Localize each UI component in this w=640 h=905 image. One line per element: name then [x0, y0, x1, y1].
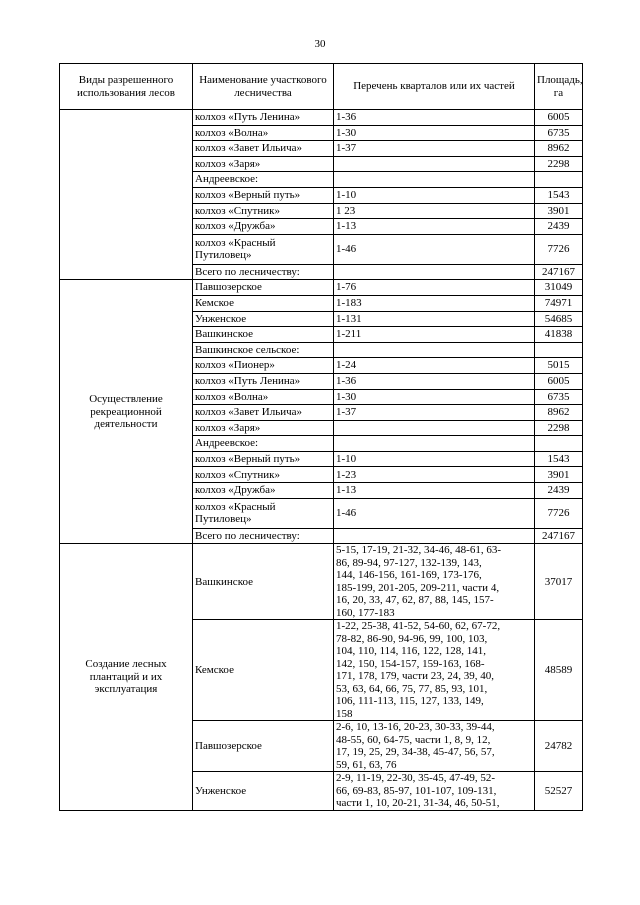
forest-use-table: [59, 63, 583, 811]
forestry-cell: колхоз «Заря»: [193, 420, 334, 436]
forestry-cell: колхоз «Дружба»: [193, 483, 334, 499]
blocks-cell: 1-10: [334, 187, 535, 203]
forestry-cell: колхоз «Заря»: [193, 156, 334, 172]
area-cell: 6735: [535, 389, 583, 405]
forestry-cell: колхоз «Пионер»: [193, 358, 334, 374]
area-cell: 3901: [535, 203, 583, 219]
area-cell: [535, 436, 583, 452]
header-blocks: Перечень кварталов или их частей: [334, 64, 535, 110]
blocks-cell: 2-9, 11-19, 22-30, 35-45, 47-49, 52- 66, 69-83, 85-97, 101-107, 109-131, части 1, 10, 20-21, 31-34, 46, 50-51,: [334, 772, 535, 811]
header-use-type: Виды разрешенного использования лесов: [60, 64, 193, 110]
forestry-cell: Кемское: [193, 295, 334, 311]
forestry-cell: Павшозерское: [193, 280, 334, 296]
table-header-row: [60, 64, 583, 110]
area-cell: 1543: [535, 451, 583, 467]
blocks-cell: [334, 172, 535, 188]
blocks-cell: 1-30: [334, 125, 535, 141]
blocks-cell: 1-10: [334, 451, 535, 467]
table-body: [60, 110, 583, 811]
blocks-cell: 1-36: [334, 110, 535, 126]
blocks-cell: 5-15, 17-19, 21-32, 34-46, 48-61, 63- 86, 89-94, 97-127, 132-139, 143, 144, 146-156, 161-169, 173-176, 185-199, 201-205, 209-211, части 4, 16, 20, 33, 47, 62, 87, 88, 145, 157- 160, 177-183: [334, 544, 535, 620]
area-cell: 1543: [535, 187, 583, 203]
forestry-cell: колхоз «Спутник»: [193, 467, 334, 483]
area-cell: 6005: [535, 110, 583, 126]
blocks-cell: 1-23: [334, 467, 535, 483]
forestry-cell: Павшозерское: [193, 721, 334, 772]
area-cell: 48589: [535, 620, 583, 721]
area-cell: 2298: [535, 156, 583, 172]
area-cell: 7726: [535, 234, 583, 264]
blocks-cell: [334, 264, 535, 280]
blocks-cell: [334, 156, 535, 172]
blocks-cell: 1-37: [334, 141, 535, 157]
header-forestry: Наименование участкового лесничества: [193, 64, 334, 110]
blocks-cell: 1-24: [334, 358, 535, 374]
blocks-cell: 1-76: [334, 280, 535, 296]
forestry-cell: колхоз «Путь Ленина»: [193, 373, 334, 389]
area-cell: 54685: [535, 311, 583, 327]
table-row: [60, 280, 583, 296]
area-cell: 2439: [535, 219, 583, 235]
forestry-cell: Всего по лесничеству:: [193, 264, 334, 280]
blocks-cell: [334, 528, 535, 544]
blocks-cell: 1 23: [334, 203, 535, 219]
blocks-cell: 1-46: [334, 498, 535, 528]
forestry-cell: колхоз «Завет Ильича»: [193, 141, 334, 157]
forestry-cell: колхоз «Верный путь»: [193, 187, 334, 203]
blocks-cell: 1-30: [334, 389, 535, 405]
blocks-cell: [334, 420, 535, 436]
blocks-cell: [334, 342, 535, 358]
blocks-cell: [334, 436, 535, 452]
area-cell: 8962: [535, 405, 583, 421]
area-cell: 6005: [535, 373, 583, 389]
blocks-cell: 1-131: [334, 311, 535, 327]
blocks-cell: 1-183: [334, 295, 535, 311]
area-cell: [535, 172, 583, 188]
area-cell: 8962: [535, 141, 583, 157]
area-cell: 2439: [535, 483, 583, 499]
use-type-cell: Создание лесных плантаций и их эксплуатация: [60, 544, 193, 811]
forestry-cell: колхоз «Спутник»: [193, 203, 334, 219]
blocks-cell: 2-6, 10, 13-16, 20-23, 30-33, 39-44, 48-55, 60, 64-75, части 1, 8, 9, 12, 17, 19, 25, 29, 34-38, 45-47, 56, 57, 59, 61, 63, 76: [334, 721, 535, 772]
forestry-cell: Вашкинское: [193, 544, 334, 620]
blocks-cell: 1-46: [334, 234, 535, 264]
blocks-cell: 1-13: [334, 219, 535, 235]
area-cell: 247167: [535, 264, 583, 280]
area-cell: 5015: [535, 358, 583, 374]
header-area: Площадь, га: [535, 64, 583, 110]
forestry-cell: Кемское: [193, 620, 334, 721]
blocks-cell: 1-211: [334, 327, 535, 343]
blocks-cell: 1-13: [334, 483, 535, 499]
blocks-cell: 1-37: [334, 405, 535, 421]
forestry-cell: Вашкинское: [193, 327, 334, 343]
area-cell: 24782: [535, 721, 583, 772]
forestry-cell: Всего по лесничеству:: [193, 528, 334, 544]
forestry-cell: Унженское: [193, 772, 334, 811]
area-cell: 7726: [535, 498, 583, 528]
area-cell: 6735: [535, 125, 583, 141]
table-row: [60, 110, 583, 126]
forestry-cell: колхоз «Волна»: [193, 389, 334, 405]
page-number: 30: [314, 38, 326, 50]
blocks-cell: 1-22, 25-38, 41-52, 54-60, 62, 67-72, 78-82, 86-90, 94-96, 99, 100, 103, 104, 110, 114, 116, 122, 128, 141, 142, 150, 154-157, 159-163, 168- 171, 178, 179, части 23, 24, 39, 40, 53, 63, 64, 66, 75, 77, 85, 93, 101, 106, 111-113, 115, 127, 133, 149, 158: [334, 620, 535, 721]
forestry-cell: колхоз «Путь Ленина»: [193, 110, 334, 126]
forestry-cell: Андреевское:: [193, 172, 334, 188]
forestry-cell: Вашкинское сельское:: [193, 342, 334, 358]
use-type-cell: [60, 110, 193, 280]
use-type-cell: Осуществление рекреационной деятельности: [60, 280, 193, 544]
forestry-cell: колхоз «Завет Ильича»: [193, 405, 334, 421]
area-cell: 52527: [535, 772, 583, 811]
forestry-cell: колхоз «Дружба»: [193, 219, 334, 235]
area-cell: 3901: [535, 467, 583, 483]
area-cell: [535, 342, 583, 358]
area-cell: 2298: [535, 420, 583, 436]
table-row: [60, 544, 583, 620]
blocks-cell: 1-36: [334, 373, 535, 389]
forestry-cell: Андреевское:: [193, 436, 334, 452]
area-cell: 247167: [535, 528, 583, 544]
area-cell: 37017: [535, 544, 583, 620]
forestry-cell: колхоз «Красный Путиловец»: [193, 234, 334, 264]
forestry-cell: Унженское: [193, 311, 334, 327]
area-cell: 74971: [535, 295, 583, 311]
area-cell: 31049: [535, 280, 583, 296]
forestry-cell: колхоз «Волна»: [193, 125, 334, 141]
forestry-cell: колхоз «Верный путь»: [193, 451, 334, 467]
area-cell: 41838: [535, 327, 583, 343]
forestry-cell: колхоз «Красный Путиловец»: [193, 498, 334, 528]
